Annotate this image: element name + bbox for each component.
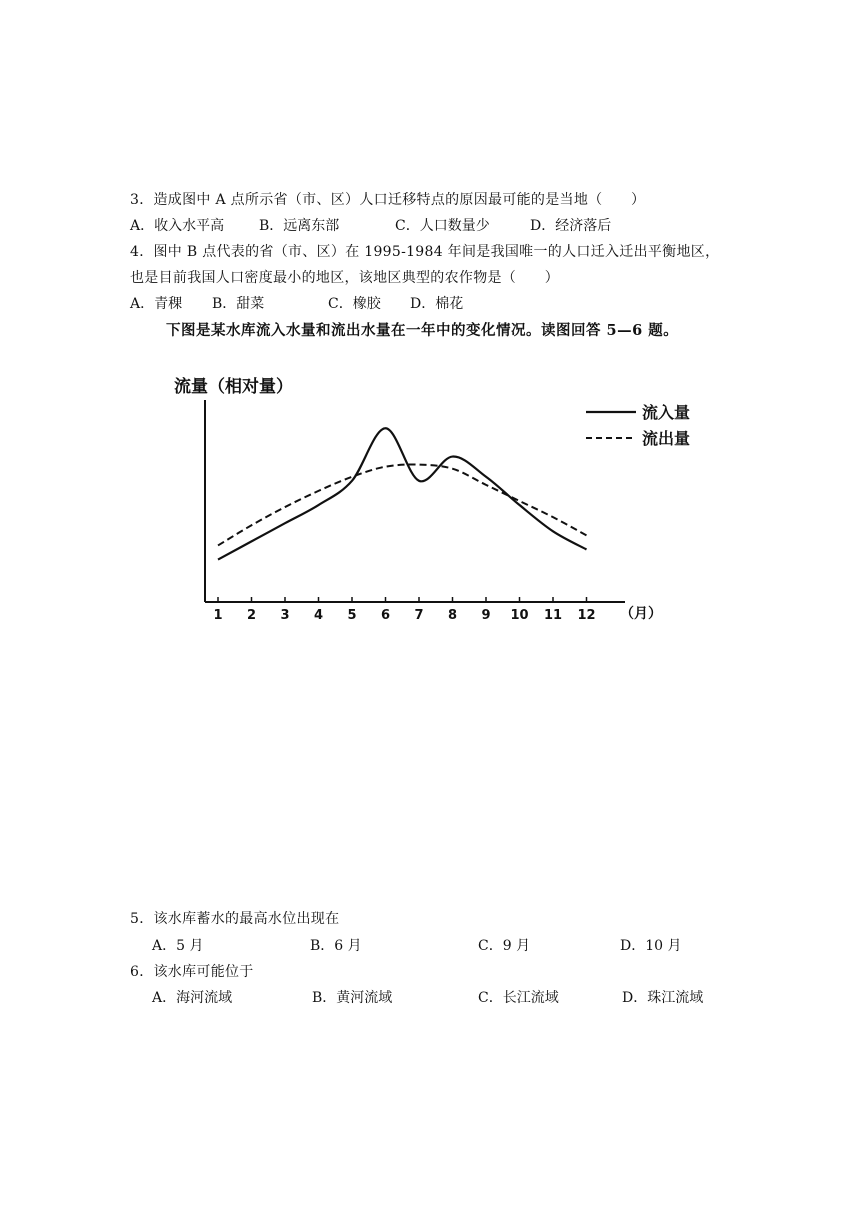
q6-option-d: D．珠江流域 (622, 990, 704, 1006)
q5-stem: 5．该水库蓄水的最高水位出现在 (130, 911, 340, 927)
q3-option-d: D．经济落后 (530, 218, 612, 234)
q3-option-c: C．人口数量少 (395, 218, 490, 234)
q6-stem: 6．该水库可能位于 (130, 964, 254, 980)
q5-option-c: C．9 月 (478, 938, 531, 954)
x-tick-label: 2 (246, 608, 257, 623)
q5-option-b: B．6 月 (310, 938, 362, 954)
x-tick-label: 5 (347, 608, 357, 623)
flow-chart (160, 360, 691, 630)
q6-option-c: C．长江流域 (478, 990, 559, 1006)
x-tick-label: 6 (380, 608, 391, 623)
q3-option-a: A．收入水平高 (130, 218, 225, 234)
q4-stem-line2: 也是目前我国人口密度最小的地区，该地区典型的农作物是（ ） (130, 270, 559, 286)
x-tick-label: 12 (577, 608, 596, 623)
x-tick-label: 11 (543, 608, 563, 623)
q5-option-a: A．5 月 (152, 938, 204, 954)
x-tick-label: 9 (481, 608, 491, 623)
q4-option-d: D．棉花 (410, 296, 464, 312)
x-axis-label: （月） (620, 606, 662, 622)
x-tick-label: 1 (213, 608, 223, 623)
x-tick-label: 4 (313, 608, 324, 623)
x-tick-label: 10 (510, 608, 529, 623)
y-axis-label: 流量（相对量） (174, 377, 293, 397)
q6-option-b: B．黄河流域 (312, 990, 393, 1006)
legend-inflow-label: 流入量 (642, 403, 691, 422)
x-tick-label: 3 (280, 608, 290, 623)
q4-option-a: A．青稞 (130, 296, 183, 312)
q4-option-b: B．甜菜 (212, 296, 265, 312)
legend-outflow-label: 流出量 (642, 429, 691, 448)
series-outflow-line (218, 465, 587, 546)
q5-option-d: D．10 月 (620, 938, 682, 954)
chart-intro: 下图是某水库流入水量和流出水量在一年中的变化情况。读图回答 5—6 题。 (166, 322, 679, 339)
x-tick-label: 7 (414, 608, 424, 623)
q6-option-a: A．海河流域 (152, 990, 233, 1006)
x-tick-label: 8 (447, 608, 458, 623)
q4-stem-line1: 4．图中 B 点代表的省（市、区）在 1995-1984 年间是我国唯一的人口迁入迁出平衡地区， (130, 244, 720, 260)
q3-stem: 3．造成图中 A 点所示省（市、区）人口迁移特点的原因最可能的是当地（ ） (130, 192, 646, 208)
q3-option-b: B．远离东部 (259, 218, 340, 234)
q4-option-c: C．橡胶 (328, 296, 381, 312)
series-inflow-line (218, 428, 587, 559)
